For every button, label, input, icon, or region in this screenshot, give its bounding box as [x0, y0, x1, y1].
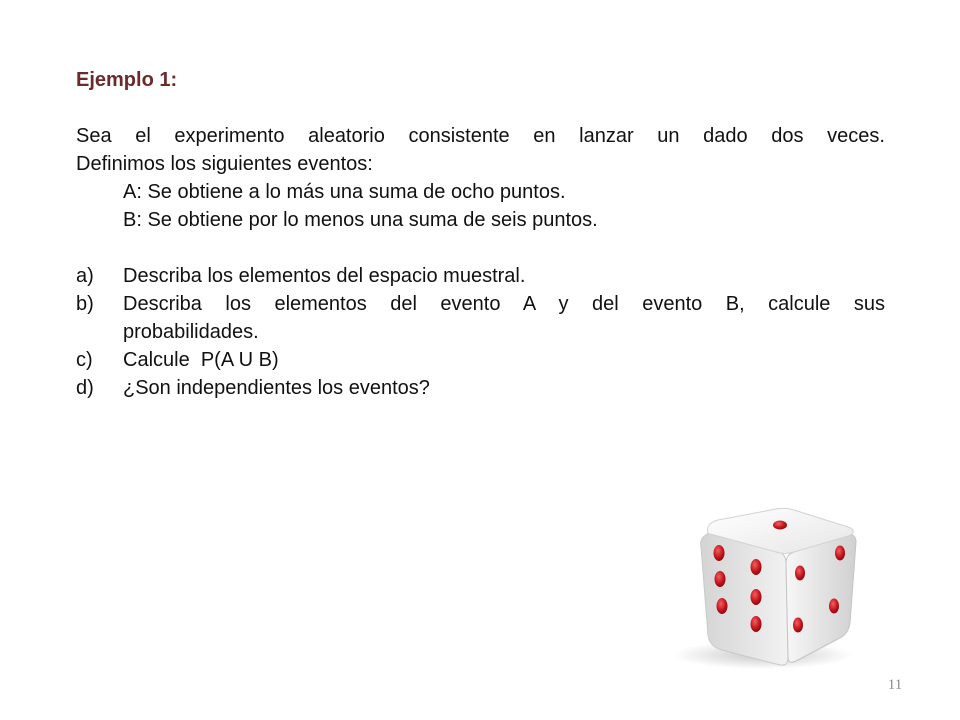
- die-pip: [751, 616, 762, 632]
- die-pip: [795, 566, 805, 581]
- die-pip: [773, 521, 787, 530]
- question-text: Calcule P(A U B): [123, 349, 279, 371]
- page-number: 11: [887, 677, 903, 693]
- die-pip: [751, 589, 762, 605]
- die-pip: [793, 618, 803, 633]
- question-marker: c): [76, 349, 93, 371]
- intro-paragraph: [76, 122, 885, 178]
- question-list: [76, 262, 885, 402]
- question-text: Describa los elementos del espacio muestral.: [123, 265, 526, 287]
- die-pip: [829, 599, 839, 614]
- question-marker: a): [76, 265, 94, 287]
- die-pip: [714, 545, 725, 561]
- intro-line-2: Definimos los siguientes eventos:: [76, 153, 373, 175]
- question-text-line-2: probabilidades.: [123, 321, 259, 343]
- die-pip: [715, 571, 726, 587]
- dice-five-icon: [668, 505, 868, 675]
- event-a: A: Se obtiene a lo más una suma de ocho puntos.: [123, 181, 566, 203]
- question-item-c: [76, 346, 885, 374]
- question-item-d: [76, 374, 885, 402]
- intro-line-1: Sea el experimento aleatorio consistente en lanzar un dado dos veces.: [76, 125, 885, 147]
- die-pip: [835, 546, 845, 561]
- question-text-line-1: Describa los elementos del evento A y del evento B, calcule sus: [123, 293, 885, 315]
- die-right-face: [786, 534, 856, 662]
- example-heading: Ejemplo 1:: [76, 69, 178, 91]
- slide-body: [76, 122, 885, 402]
- event-b: B: Se obtiene por lo menos una suma de seis puntos.: [123, 209, 598, 231]
- question-marker: d): [76, 377, 94, 399]
- die-pip: [717, 598, 728, 614]
- question-item-a: [76, 262, 885, 290]
- question-item-b: [76, 290, 885, 346]
- question-text: ¿Son independientes los eventos?: [123, 377, 430, 399]
- die-pip: [751, 559, 762, 575]
- spacer: [76, 234, 885, 262]
- question-marker: b): [76, 293, 94, 315]
